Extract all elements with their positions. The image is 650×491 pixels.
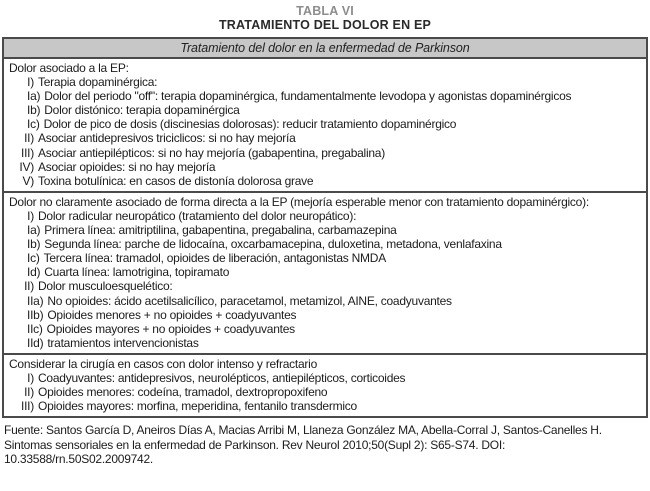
item-row — [8, 279, 642, 293]
table-title: TRATAMIENTO DEL DOLOR EN EP — [218, 18, 432, 32]
item-row — [8, 385, 642, 399]
item-numeral: Ic) — [27, 251, 40, 266]
item-text: Asociar opioides: si no hay mejoría — [38, 159, 216, 174]
table-caption — [0, 4, 650, 32]
item-numeral: Ic) — [27, 117, 40, 132]
table-section — [4, 59, 646, 191]
item-row — [8, 117, 642, 131]
item-numeral: Id) — [27, 265, 41, 280]
item-text: Opioides menores: codeína, tramadol, dextropropoxifeno — [38, 385, 328, 400]
item-text: Terapia dopaminérgica: — [38, 75, 158, 90]
item-numeral: IIa) — [27, 293, 44, 308]
item-numeral: Ia) — [27, 223, 41, 238]
item-row — [8, 308, 642, 322]
item-row — [8, 174, 642, 188]
item-numeral: Ia) — [27, 89, 41, 104]
item-text: Tercera línea: tramadol, opioides de liberación, antagonistas NMDA — [43, 251, 386, 266]
item-numeral: Ib) — [27, 103, 41, 118]
item-row — [8, 237, 642, 251]
item-numeral: I) — [27, 75, 34, 90]
source-citation: Fuente: Santos García D, Aneiros Días A, Macias Arribi M, Llaneza González MA, Abella-Corral J, Santos-Canelles H. Sintomas sensoriales en la enfermedad de Parkinson. Rev Neurol 2010;50(Supl 2): S65-S74. DOI: 10.33588/rn.50S02.2009742. — [4, 423, 602, 467]
item-numeral: IV) — [19, 159, 34, 174]
table-section — [4, 191, 646, 353]
item-row — [8, 75, 642, 89]
item-text: Cuarta línea: lamotrigina, topiramato — [44, 265, 230, 280]
table-header-bar: Tratamiento del dolor en la enfermedad de Parkinson — [4, 39, 646, 59]
section-intro: Dolor asociado a la EP: — [9, 61, 129, 75]
item-row — [8, 146, 642, 160]
item-numeral: III) — [21, 399, 34, 414]
item-numeral: IIb) — [27, 307, 44, 322]
table-section — [4, 353, 646, 416]
item-text: No opioides: ácido acetilsalicílico, paracetamol, metamizol, AINE, coadyuvantes — [47, 293, 452, 308]
item-row — [8, 294, 642, 308]
item-row — [8, 160, 642, 174]
item-row — [8, 131, 642, 145]
item-row — [8, 103, 642, 117]
item-row — [8, 223, 642, 237]
item-numeral: V) — [22, 173, 34, 188]
item-numeral: II) — [24, 279, 34, 294]
item-text: Toxina botulínica: en casos de distonía dolorosa grave — [38, 173, 314, 188]
section-intro: Considerar la cirugía en casos con dolor intenso y refractario — [9, 356, 317, 371]
item-row — [8, 399, 642, 413]
item-text: Opioides mayores: morfina, meperidina, fentanilo transdermico — [38, 399, 357, 414]
item-row — [8, 251, 642, 265]
item-numeral: IId) — [27, 335, 44, 350]
item-text: Dolor radicular neuropático (tratamiento del dolor neuropático): — [38, 208, 357, 223]
table-sections — [4, 59, 646, 416]
item-text: Segunda línea: parche de lidocaína, oxcarbamacepina, duloxetina, metadona, venlafaxina — [44, 237, 502, 252]
table-number: TABLA VI — [296, 4, 354, 18]
item-numeral: Ib) — [27, 237, 41, 252]
item-text: Asociar antidepresivos triciclicos: si no hay mejoría — [38, 131, 296, 146]
item-numeral: II) — [24, 385, 34, 400]
item-row — [8, 89, 642, 103]
item-numeral: IIc) — [27, 321, 43, 336]
item-text: Dolor del periodo "off": terapia dopaminérgica, fundamentalmente levodopa y agonistas dopaminérgicos — [44, 89, 572, 104]
item-row — [8, 336, 642, 350]
item-numeral: I) — [27, 370, 34, 385]
item-text: tratamientos intervencionistas — [47, 335, 199, 350]
item-row — [8, 209, 642, 223]
item-text: Opioides mayores + no opioides + coadyuvantes — [46, 321, 295, 336]
item-text: Asociar antiepilépticos: si no hay mejoría (gabapentina, pregabalina) — [38, 145, 385, 160]
item-numeral: I) — [27, 208, 34, 223]
item-row — [8, 322, 642, 336]
item-text: Dolor musculoesquelético: — [38, 279, 173, 294]
item-numeral: II) — [24, 131, 34, 146]
treatment-table — [2, 37, 648, 418]
item-numeral: III) — [21, 145, 34, 160]
item-text: Opioides menores + no opioides + coadyuvantes — [47, 307, 297, 322]
item-row — [8, 265, 642, 279]
item-text: Dolor de pico de dosis (discinesias dolorosas): reducir tratamiento dopaminérgico — [43, 117, 457, 132]
item-text: Primera línea: amitriptilina, gabapentina, pregabalina, carbamazepina — [44, 223, 397, 238]
item-text: Coadyuvantes: antidepresivos, neurolépticos, antiepilépticos, corticoides — [38, 370, 406, 385]
section-intro: Dolor no claramente asociado de forma directa a la EP (mejoría esperable menor con tratamiento dopaminérgico): — [9, 194, 589, 209]
item-row — [8, 371, 642, 385]
item-text: Dolor distónico: terapia dopaminérgica — [44, 103, 240, 118]
